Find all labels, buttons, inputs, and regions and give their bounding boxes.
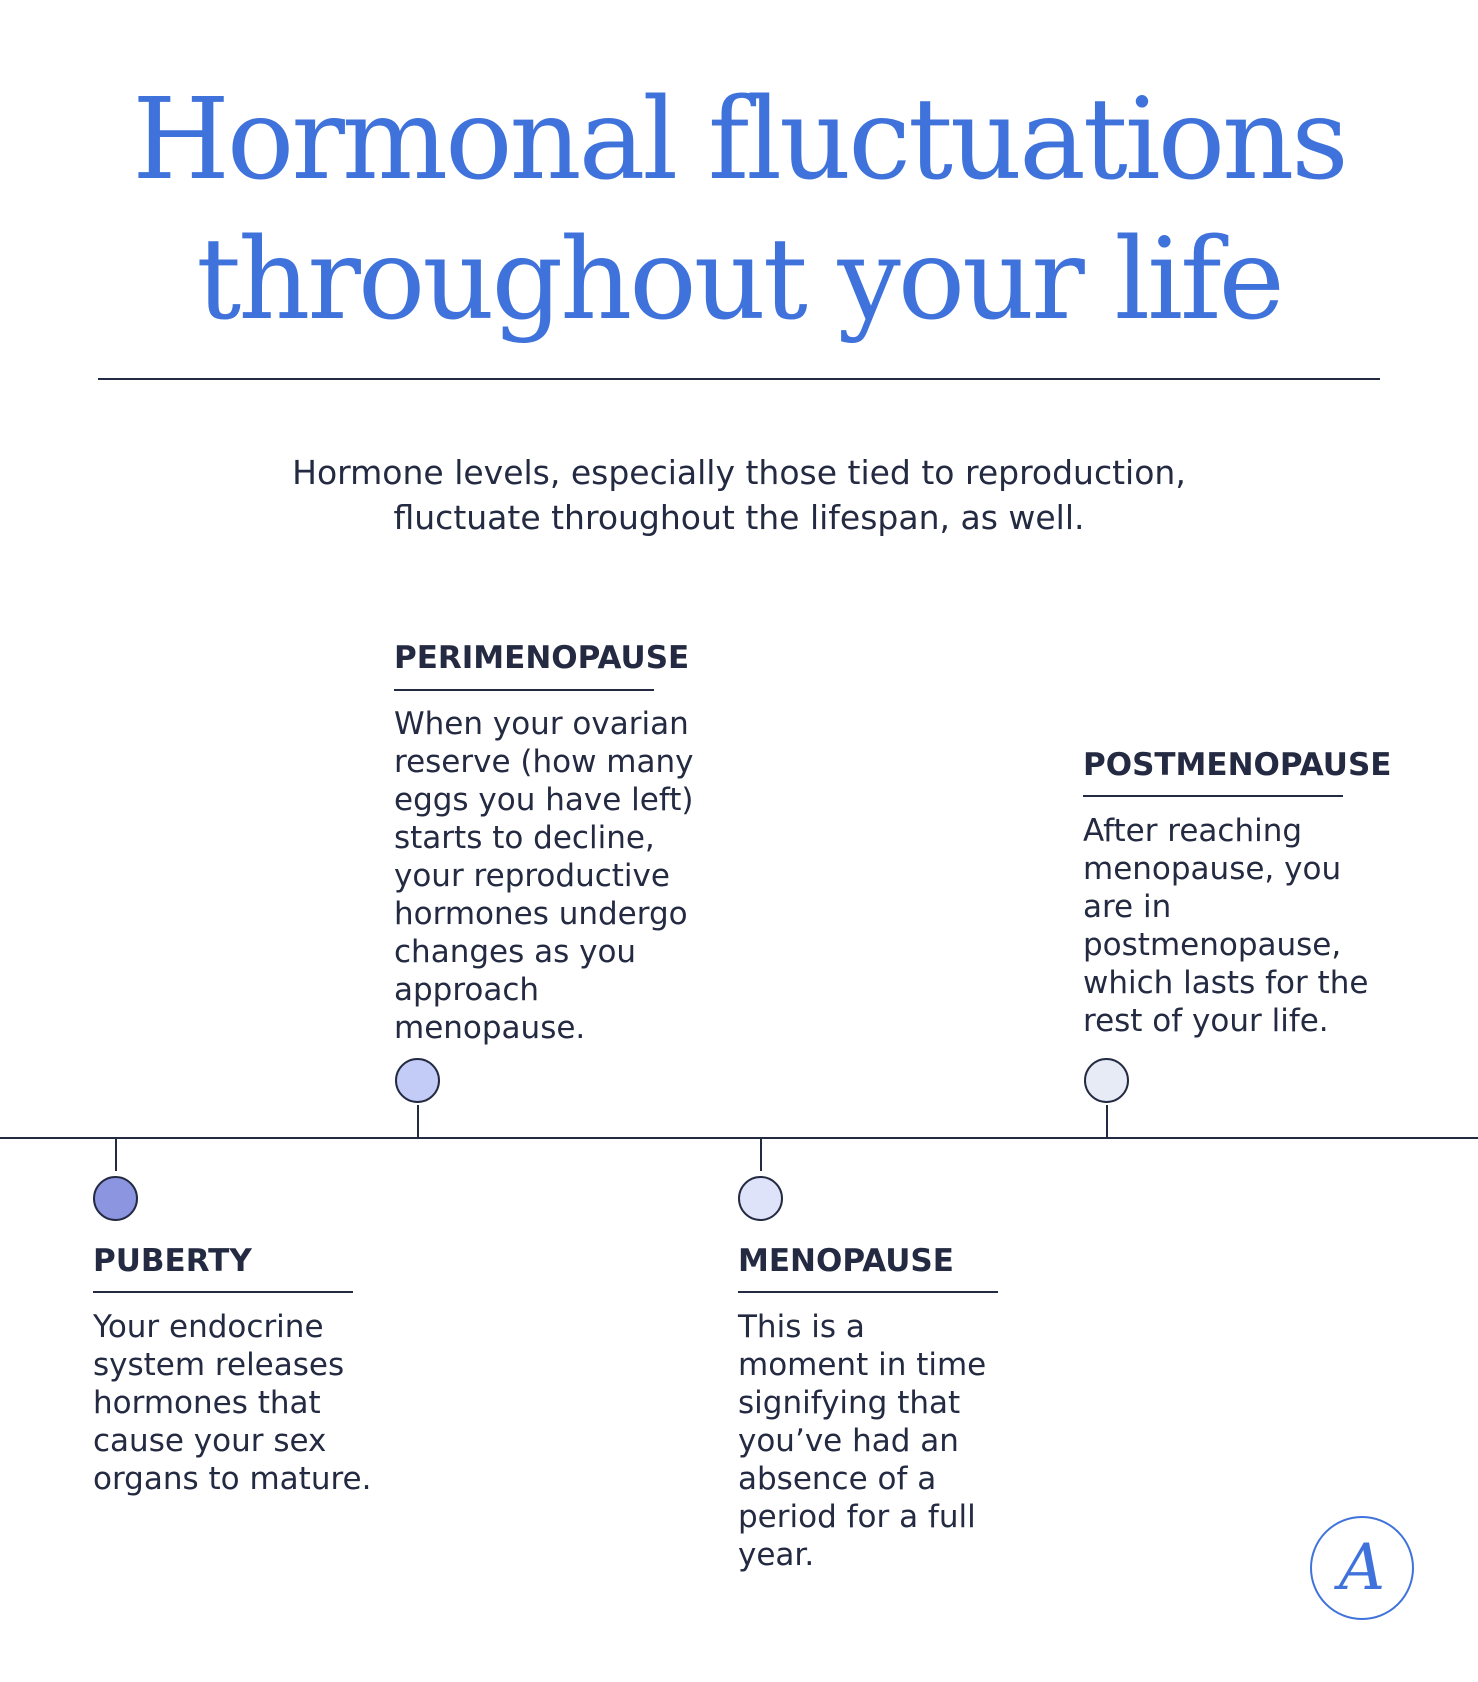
puberty-rule <box>93 1291 353 1293</box>
perimenopause-title: PERIMENOPAUSE <box>394 640 690 676</box>
perimenopause-description: When your ovarian reserve (how many eggs you have left) starts to decline, your reproductive hormones undergo changes as you approach menopause. <box>394 706 694 1046</box>
menopause-description: This is a moment in time signifying that you’ve had an absence of a period for a full year. <box>738 1309 987 1573</box>
puberty-marker <box>93 1176 138 1221</box>
page-title-line-1: Hormonal fluctuations <box>132 75 1346 205</box>
postmenopause-rule <box>1083 795 1343 797</box>
brand-logo-letter: A <box>1338 1531 1386 1605</box>
subtitle-line-2: fluctuate throughout the lifespan, as well. <box>393 498 1085 537</box>
perimenopause-connector <box>417 1105 419 1137</box>
puberty-title: PUBERTY <box>93 1243 252 1279</box>
timeline-axis <box>0 1137 1478 1139</box>
title-divider <box>98 378 1380 380</box>
menopause-rule <box>738 1291 998 1293</box>
perimenopause-marker <box>395 1058 440 1103</box>
perimenopause-rule <box>394 689 654 691</box>
puberty-description: Your endocrine system releases hormones that cause your sex organs to mature. <box>93 1309 372 1497</box>
brand-logo-icon <box>1310 1516 1414 1620</box>
postmenopause-connector <box>1106 1105 1108 1137</box>
puberty-connector <box>115 1139 117 1171</box>
menopause-title: MENOPAUSE <box>738 1243 954 1279</box>
postmenopause-title: POSTMENOPAUSE <box>1083 747 1392 783</box>
postmenopause-description: After reaching menopause, you are in postmenopause, which lasts for the rest of your life. <box>1083 813 1369 1039</box>
menopause-marker <box>738 1176 783 1221</box>
page-title-line-2: throughout your life <box>196 215 1282 345</box>
subtitle-line-1: Hormone levels, especially those tied to reproduction, <box>292 453 1186 492</box>
postmenopause-marker <box>1084 1058 1129 1103</box>
menopause-connector <box>760 1139 762 1171</box>
